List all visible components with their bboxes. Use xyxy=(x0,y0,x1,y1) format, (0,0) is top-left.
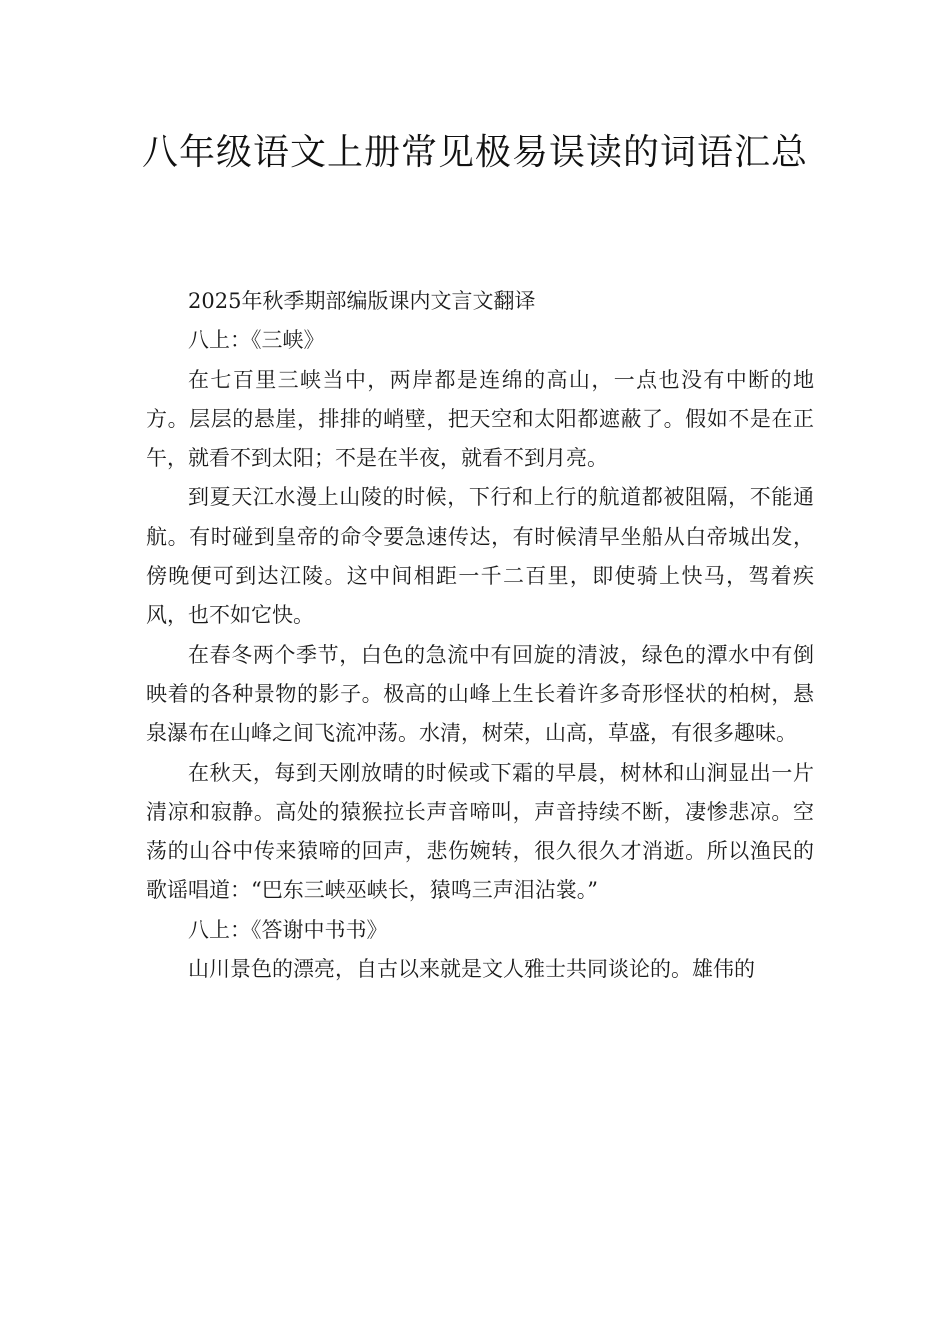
body-paragraph: 在秋天，每到天刚放晴的时候或下霜的早晨，树林和山涧显出一片清凉和寂静。高处的猿猴拉长声音啼叫，声音持续不断，凄惨悲凉。空荡的山谷中传来猿啼的回声，悲伤婉转，很久很久才消逝。所以渔民的歌谣唱道：“巴东三峡巫峡长，猿鸣三声泪沾裳。” xyxy=(146,760,814,903)
document-title: 八年级语文上册常见极易误读的词语汇总 xyxy=(141,132,808,173)
section-heading-daxiezhongshushu: 八上：《答谢中书书》 xyxy=(188,917,388,942)
document-body xyxy=(146,282,814,989)
section-heading-sanxia: 八上：《三峡》 xyxy=(188,328,325,353)
body-paragraph: 在七百里三峡当中，两岸都是连绵的高山，一点也没有中断的地方。层层的悬崖，排排的峭壁，把天空和太阳都遮蔽了。假如不是在正午，就看不到太阳；不是在半夜，就看不到月亮。 xyxy=(146,367,814,471)
body-paragraph: 在春冬两个季节，白色的急流中有回旋的清波，绿色的潭水中有倒映着的各种景物的影子。极高的山峰上生长着许多奇形怪状的柏树，悬泉瀑布在山峰之间飞流冲荡。水清，树荣，山高，草盛，有很多趣味。 xyxy=(146,642,814,746)
subtitle-paragraph: 2025年秋季期部编版课内文言文翻译 xyxy=(188,289,536,313)
body-paragraph: 山川景色的漂亮，自古以来就是文人雅士共同谈论的。雄伟的 xyxy=(188,957,755,982)
body-paragraph: 到夏天江水漫上山陵的时候，下行和上行的航道都被阻隔，不能通航。有时碰到皇帝的命令要急速传达，有时候清早坐船从白帝城出发，傍晚便可到达江陵。这中间相距一千二百里，即使骑上快马，驾着疾风，也不如它快。 xyxy=(146,485,814,628)
